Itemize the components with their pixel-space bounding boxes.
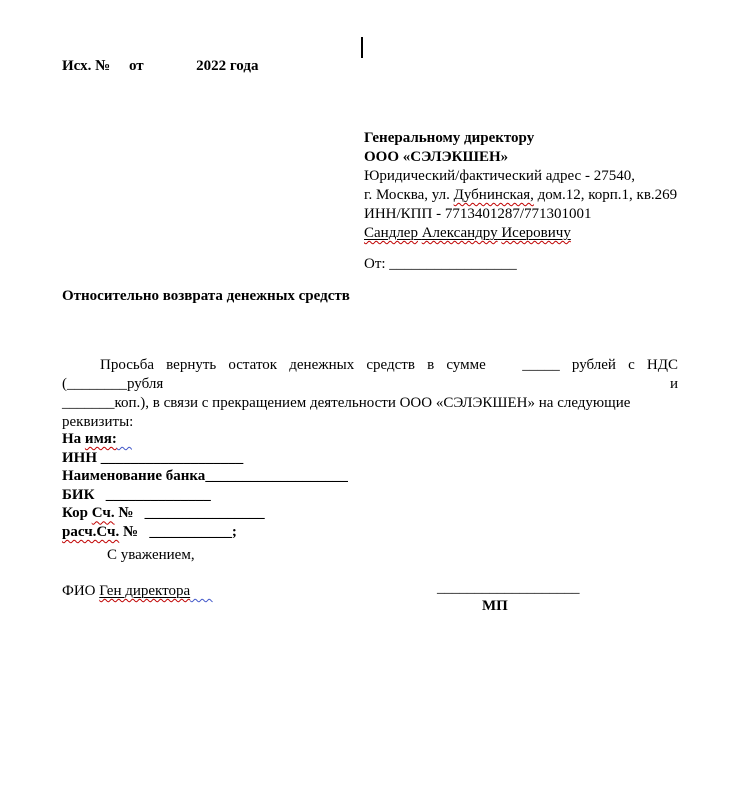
misspelled-street-word: Дубнинская, — [453, 187, 534, 203]
address-prefix: г. Москва, ул. — [364, 187, 454, 203]
body-paragraph — [62, 356, 678, 432]
director-fio-line — [62, 583, 213, 600]
subject-line: Относительно возврата денежных средств — [62, 288, 350, 304]
stamp-placeholder: МП — [482, 598, 508, 614]
rs-semicolon: ; — [231, 523, 237, 540]
requisite-bank-line — [62, 467, 348, 486]
body-line-1: Просьба вернуть остаток денежных средств в сумме _____ рублей с НДС (________рубля и — [62, 357, 678, 392]
bik-blank-field: ______________ — [94, 486, 211, 503]
text-caret — [361, 37, 363, 58]
person-patronymic: Исеровичу — [501, 225, 571, 241]
requisite-inn-line — [62, 449, 348, 468]
korr-blank-field: ________________ — [144, 505, 265, 522]
korr-label-prefix: Кор — [62, 505, 92, 522]
requisites-block — [62, 430, 348, 542]
recipient-inn-kpp: ИНН/КПП - 7713401287/771301001 — [364, 206, 592, 222]
recipient-company: ООО «СЭЛЭКШЕН» — [364, 149, 509, 165]
requisite-name-line — [62, 430, 348, 449]
fio-label: ФИО — [62, 583, 100, 599]
recipient-block — [364, 129, 677, 243]
inn-label: ИНН — [62, 449, 101, 466]
regards-line: С уважением, — [107, 547, 195, 563]
person-firstname: Александру — [421, 225, 498, 241]
korr-number-sign: № — [114, 505, 145, 522]
recipient-address-line1: Юридический/фактический адрес - 27540, — [364, 168, 635, 184]
from-field: От: _________________ — [364, 256, 517, 272]
recipient-title: Генеральному директору — [364, 130, 535, 146]
rs-number-sign: № — [119, 523, 150, 540]
blue-squiggle-tail-2 — [190, 583, 213, 599]
person-surname: Сандлер — [364, 225, 418, 241]
misspelled-name-word: имя: — [84, 431, 117, 447]
inn-blank-field: ___________________ — [100, 449, 244, 466]
name-label-prefix: На — [62, 431, 85, 447]
blue-squiggle-tail — [117, 431, 132, 447]
signature-blank-line: ___________________ — [437, 580, 580, 596]
requisite-bik-line — [62, 486, 348, 505]
address-suffix: дом.12, корп.1, кв.269 — [533, 187, 678, 203]
fio-underlined-part — [99, 583, 190, 599]
recipient-address-line2 — [364, 186, 677, 205]
recipient-person-name — [364, 224, 677, 243]
bik-label: БИК — [62, 486, 95, 503]
bank-label: Наименование банка — [62, 468, 206, 485]
misspelled-director-words: Ген директора — [99, 583, 191, 599]
outgoing-number-line: Исх. № от 2022 года — [62, 58, 259, 74]
misspelled-sch-word: Сч. — [91, 505, 115, 522]
bank-blank-field: ___________________ — [205, 468, 348, 485]
body-line-2: _______коп.), в связи с прекращением деятельности ООО «СЭЛЭКШЕН» на следующие реквизиты: — [62, 395, 631, 430]
misspelled-rasch-word: расч.Сч. — [62, 523, 120, 540]
rs-blank-field: ___________ — [149, 523, 232, 540]
requisite-korr-line — [62, 504, 348, 523]
requisite-rs-line — [62, 523, 348, 542]
